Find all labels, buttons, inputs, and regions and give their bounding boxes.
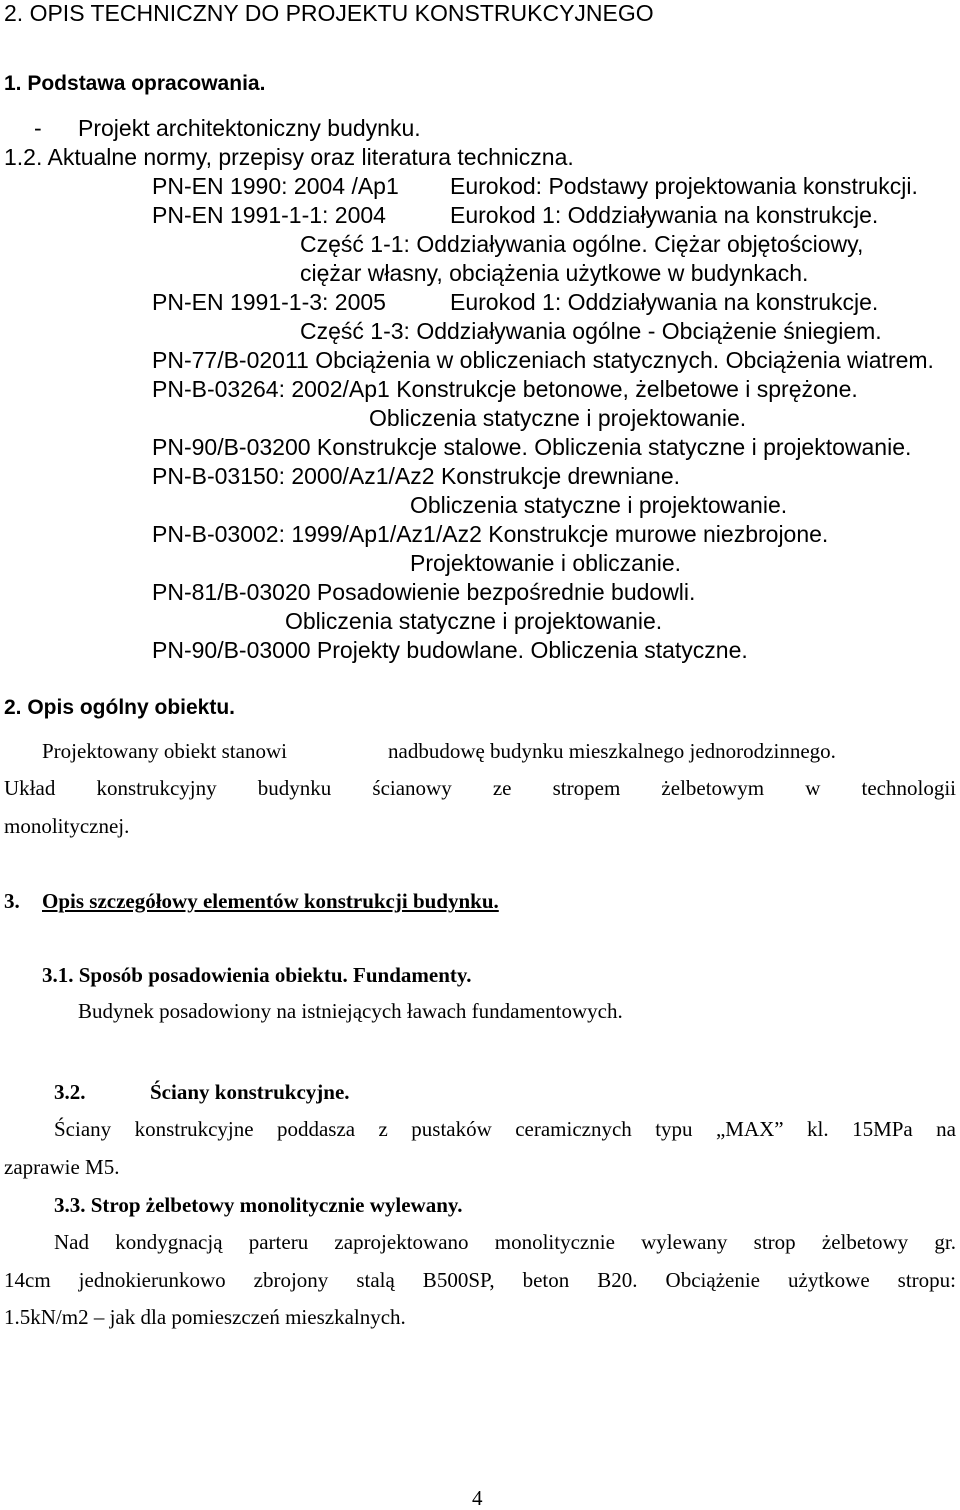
norm-title: Eurokod: Podstawy projektowania konstrukcji.	[450, 173, 918, 199]
norm-code: PN-EN 1991-1-3: 2005	[152, 289, 386, 315]
paragraph-text: monolitycznej.	[4, 814, 130, 838]
subsection-3-2-heading: Ściany konstrukcyjne.	[150, 1080, 350, 1104]
norm-code: PN-EN 1991-1-1: 2004	[152, 202, 386, 228]
subsection-3-2-number: 3.2.	[54, 1080, 86, 1104]
norm-detail: Obliczenia statyczne i projektowanie.	[410, 492, 788, 518]
paragraph-text: nadbudowę budynku mieszkalnego jednorodzinnego.	[388, 739, 836, 763]
section-3-heading: Opis szczegółowy elementów konstrukcji budynku.	[42, 889, 499, 913]
page-number: 4	[472, 1486, 483, 1510]
norm-title: Eurokod 1: Oddziaływania na konstrukcje.	[450, 289, 879, 315]
paragraph-text: Budynek posadowiony na istniejących ławach fundamentowych.	[78, 999, 623, 1023]
norm-code: PN-EN 1990: 2004 /Ap1	[152, 173, 399, 199]
norm-line: PN-90/B-03000 Projekty budowlane. Obliczenia statyczne.	[152, 637, 748, 663]
norm-line: PN-B-03150: 2000/Az1/Az2 Konstrukcje drewniane.	[152, 463, 681, 489]
norm-detail: Obliczenia statyczne i projektowanie.	[369, 405, 747, 431]
norm-line: PN-77/B-02011 Obciążenia w obliczeniach statycznych. Obciążenia wiatrem.	[152, 347, 934, 373]
norm-detail: Obliczenia statyczne i projektowanie.	[285, 608, 663, 634]
norm-line: PN-B-03002: 1999/Ap1/Az1/Az2 Konstrukcje murowe niezbrojone.	[152, 521, 829, 547]
paragraph-text: Układ konstrukcyjny budynku ścianowy ze stropem żelbetowym w technologii	[4, 776, 956, 800]
norm-detail: ciężar własny, obciążenia użytkowe w budynkach.	[300, 260, 809, 286]
norm-detail: Projektowanie i obliczanie.	[410, 550, 682, 576]
norm-title: Eurokod 1: Oddziaływania na konstrukcje.	[450, 202, 879, 228]
paragraph-text: Projektowany obiekt stanowi	[42, 739, 287, 763]
subsection-3-1-heading: 3.1. Sposób posadowienia obiektu. Fundamenty.	[42, 963, 472, 987]
subsection-3-3-heading: 3.3. Strop żelbetowy monolitycznie wylewany.	[54, 1193, 463, 1217]
paragraph-text: Ściany konstrukcyjne poddasza z pustaków ceramicznych typu „MAX” kl. 15MPa na	[54, 1117, 956, 1141]
norm-detail: Część 1-3: Oddziaływania ogólne - Obciążenie śniegiem.	[300, 318, 882, 344]
norm-line: PN-90/B-03200 Konstrukcje stalowe. Obliczenia statyczne i projektowanie.	[152, 434, 912, 460]
norm-detail: Część 1-1: Oddziaływania ogólne. Ciężar objętościowy,	[300, 231, 864, 257]
paragraph-text: Nad kondygnacją parteru zaprojektowano monolitycznie wylewany strop żelbetowy gr.	[54, 1230, 956, 1254]
paragraph-text: 14cm jednokierunkowo zbrojony stalą B500SP, beton B20. Obciążenie użytkowe stropu:	[4, 1268, 956, 1292]
section-3-number: 3.	[4, 889, 20, 913]
document-title: 2. OPIS TECHNICZNY DO PROJEKTU KONSTRUKCYJNEGO	[4, 0, 654, 26]
list-dash: -	[34, 115, 42, 141]
list-item: Projekt architektoniczny budynku.	[78, 115, 421, 141]
subsection-heading: 1.2. Aktualne normy, przepisy oraz literatura techniczna.	[4, 144, 574, 170]
paragraph-text: zaprawie M5.	[4, 1155, 120, 1179]
norm-line: PN-B-03264: 2002/Ap1 Konstrukcje betonowe, żelbetowe i sprężone.	[152, 376, 858, 402]
norm-line: PN-81/B-03020 Posadowienie bezpośrednie budowli.	[152, 579, 696, 605]
section-2-heading: 2. Opis ogólny obiektu.	[4, 696, 236, 719]
section-1-heading: 1. Podstawa opracowania.	[4, 72, 266, 95]
paragraph-text: 1.5kN/m2 – jak dla pomieszczeń mieszkalnych.	[4, 1305, 406, 1329]
